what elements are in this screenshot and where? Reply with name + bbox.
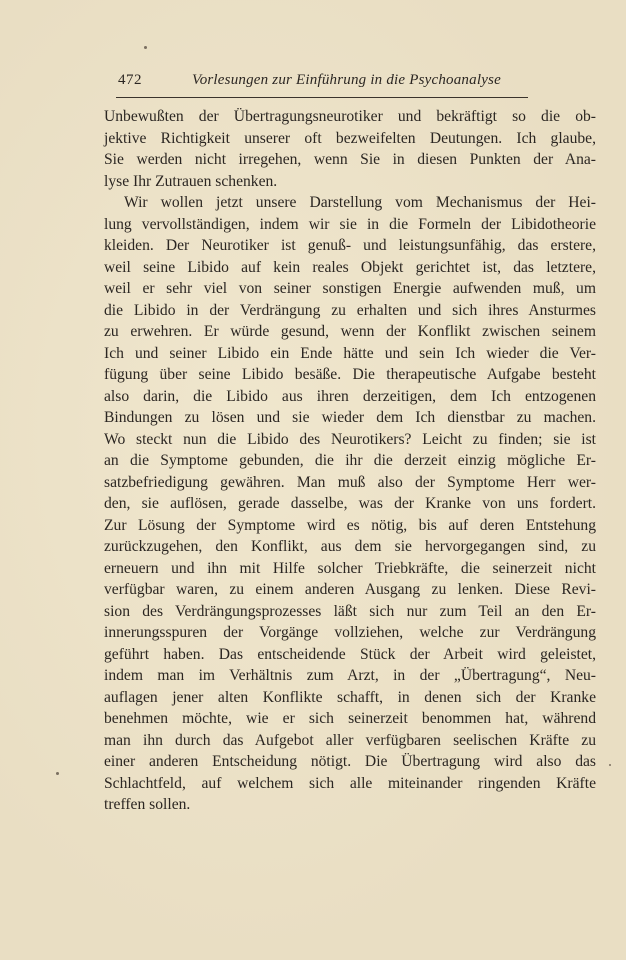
paper-speck [609, 764, 611, 766]
text-line: Wir wollen jetzt unsere Darstellung vom Mechanismus der Hei- [124, 194, 596, 211]
text-line: treffen sollen. [104, 796, 191, 813]
text-line: geführt haben. Das entscheidende Stück der Arbeit wird geleistet, [104, 645, 596, 663]
text-line: innerungsspuren der Vorgänge vollziehen, welche zur Verdrängung [104, 624, 596, 641]
text-line: fügung über seine Libido besäße. Die therapeutische Aufgabe besteht [104, 366, 596, 383]
paper-speck [56, 772, 59, 775]
text-line: Zur Lösung der Symptome wird es nötig, bis auf deren Entstehung [104, 516, 596, 534]
text-line: Unbewußten der Übertragungsneurotiker und bekräftigt so die ob- [104, 108, 596, 125]
text-line: man ihn durch das Aufgebot aller verfügbaren seelischen Kräfte zu [104, 731, 596, 749]
text-line: auflagen jener alten Konflikte schafft, in denen sich der Kranke [104, 688, 596, 706]
text-line: den, sie auflösen, gerade dasselbe, was der Kranke von uns fordert. [104, 495, 596, 512]
text-line: sion des Verdrängungsprozesses läßt sich nur zum Teil an den Er- [104, 602, 596, 620]
text-line: zu erwehren. Er würde gesund, wenn der Konflikt zwischen seinem [104, 323, 596, 340]
text-line: lyse Ihr Zutrauen schenken. [104, 172, 278, 190]
text-line: kleiden. Der Neurotiker ist genuß- und leistungsunfähig, das erstere, [104, 237, 596, 254]
text-line: Schlachtfeld, auf welchem sich alle miteinander ringenden Kräfte [104, 774, 596, 792]
text-line: indem man im Verhältnis zum Arzt, in der „Übertragung“, Neu- [104, 667, 596, 684]
text-line: Bindungen zu lösen und sie wieder dem Ich dienstbar zu machen. [104, 409, 596, 426]
text-line: lung vervollständigen, indem wir sie in die Formeln der Libidotheorie [104, 215, 596, 233]
text-line: jektive Richtigkeit unserer oft bezweifelten Deutungen. Ich glaube, [104, 129, 596, 147]
text-line: Sie werden nicht irregehen, wenn Sie in diesen Punkten der Ana- [104, 151, 596, 168]
body-text [104, 106, 596, 816]
text-line: weil er sehr viel von seiner sonstigen Energie aufwenden muß, um [104, 280, 596, 297]
text-line: erneuern und ihn mit Hilfe solcher Triebkräfte, die seinerzeit nicht [104, 559, 596, 577]
page-number: 472 [118, 72, 142, 88]
header-rule [116, 97, 528, 98]
text-line: Wo steckt nun die Libido des Neurotikers? Leicht zu finden; sie ist [104, 430, 596, 448]
text-line: satzbefriedigung gewähren. Man muß also der Symptome Herr wer- [104, 473, 596, 491]
page-header [118, 72, 528, 94]
text-line: einer anderen Entscheidung nötigt. Die Übertragung wird also das [104, 753, 596, 770]
text-line: benehmen möchte, wie er sich seinerzeit benommen hat, während [104, 710, 596, 727]
text-line: die Libido in der Verdrängung zu erhalten und sich ihres Ansturmes [104, 301, 596, 319]
text-line: Ich und seiner Libido ein Ende hätte und sein Ich wieder die Ver- [104, 344, 596, 362]
paper-speck [144, 46, 147, 49]
running-head: Vorlesungen zur Einführung in die Psychoanalyse [192, 72, 501, 88]
text-line: also darin, die Libido aus ihren derzeitigen, dem Ich entzogenen [104, 387, 596, 405]
text-line: verfügbar waren, zu einem anderen Ausgang zu lenken. Diese Revi- [104, 581, 596, 598]
text-line: weil seine Libido auf kein reales Objekt gerichtet ist, das letztere, [104, 258, 596, 276]
text-line: an die Symptome gebunden, die ihr die derzeit einzig mögliche Er- [104, 452, 596, 469]
text-line: zurückzugehen, den Konflikt, aus dem sie hervorgegangen sind, zu [104, 538, 596, 555]
